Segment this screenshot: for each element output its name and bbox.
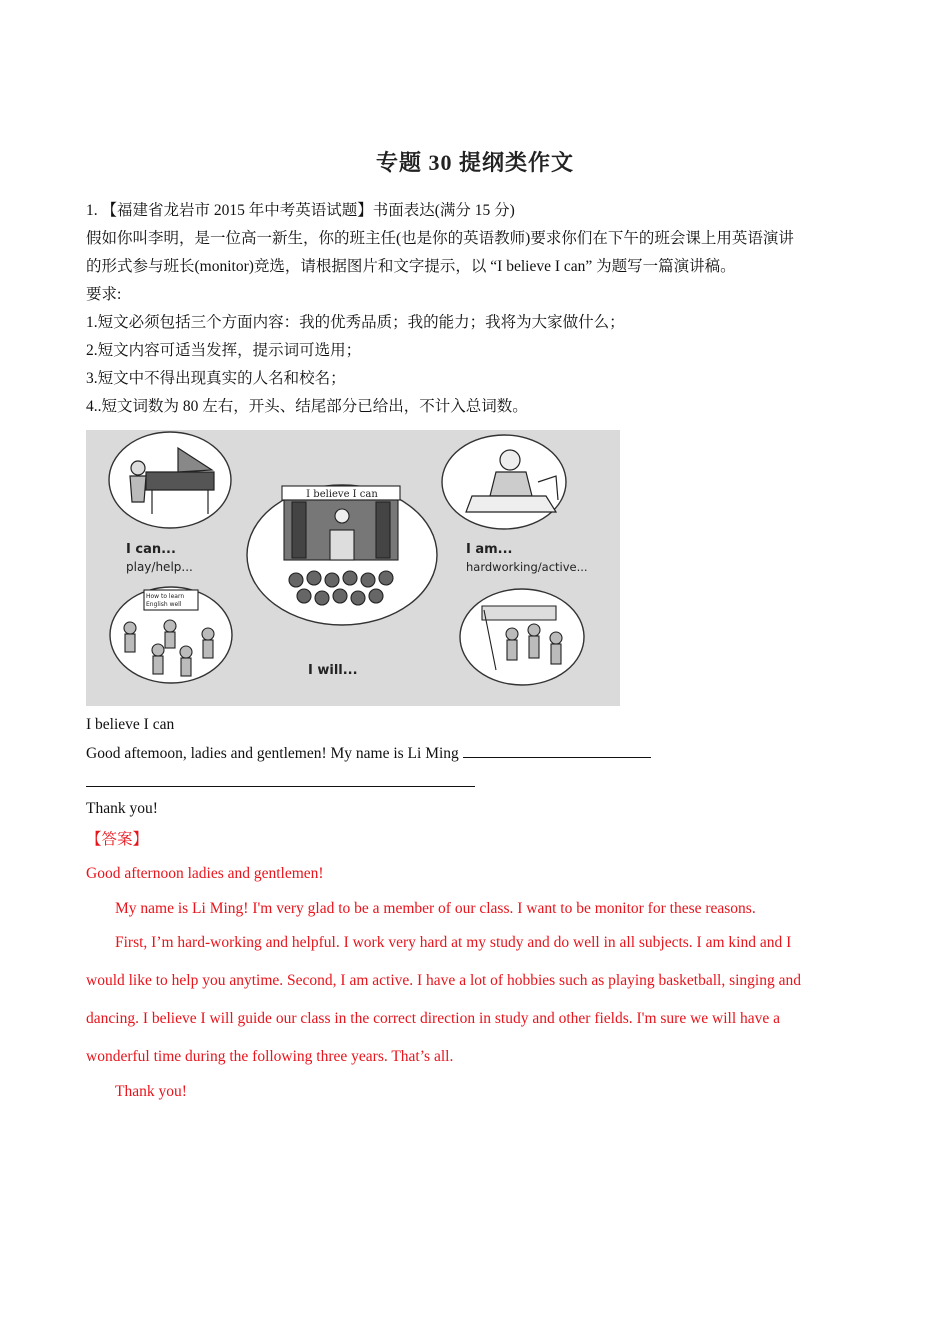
hint-can: play/help...: [126, 560, 193, 574]
answer-paragraph-line: First, I’m hard-working and helpful. I work very hard at my study and do well in all subjects. I am kind and I: [115, 934, 792, 951]
prompt-line: 的形式参与班长(monitor)竞选，请根据图片和文字提示，以 “I believe I can” 为题写一篇演讲稿。: [86, 258, 736, 275]
essay-closing: Thank you!: [86, 800, 158, 817]
essay-title: I believe I can: [86, 716, 175, 733]
requirement-item: 3.短文中不得出现真实的人名和校名；: [86, 370, 346, 387]
question-heading: 1. 【福建省龙岩市 2015 年中考英语试题】书面表达(满分 15 分): [86, 202, 515, 219]
requirement-item: 1.短文必须包括三个方面内容：我的优秀品质；我的能力；我将为大家做什么；: [86, 314, 625, 331]
essay-opening: Good aftemoon, ladies and gentlemen! My name is Li Ming: [86, 745, 459, 762]
label-can: I can...: [126, 542, 176, 557]
requirement-item: 4..短文词数为 80 左右，开头、结尾部分已给出，不计入总词数。: [86, 398, 528, 415]
center-caption: I believe I can: [306, 489, 378, 500]
prompt-illustration: [86, 430, 620, 706]
page-title: 专题 30 提纲类作文: [375, 150, 574, 175]
answer-thanks: Thank you!: [115, 1083, 187, 1100]
answer-paragraph-line: dancing. I believe I will guide our class in the correct direction in study and other fields. I'm sure we will have a: [86, 1010, 781, 1027]
requirement-item: 2.短文内容可适当发挥，提示词可选用；: [86, 342, 362, 359]
hint-am: hardworking/active...: [466, 560, 588, 574]
board-text: English well: [146, 601, 182, 608]
label-will: I will...: [308, 663, 358, 678]
answer-paragraph-line: wonderful time during the following three years. That’s all.: [86, 1048, 454, 1065]
requirements-label: 要求:: [86, 286, 122, 303]
board-text: How to learn: [146, 593, 185, 600]
answer-paragraph: My name is Li Ming! I'm very glad to be a member of our class. I want to be monitor for these reasons.: [115, 900, 756, 917]
answer-label: 【答案】: [86, 831, 149, 848]
answer-blank-line: [86, 786, 475, 787]
answer-paragraph-line: would like to help you anytime. Second, I am active. I have a lot of hobbies such as playing basketball, singing and: [86, 972, 801, 989]
answer-blank: [463, 743, 651, 758]
label-am: I am...: [466, 542, 513, 557]
prompt-line: 假如你叫李明，是一位高一新生，你的班主任(也是你的英语教师)要求你们在下午的班会课上用英语演讲: [86, 230, 794, 247]
essay-opening-line: [86, 743, 651, 764]
answer-greeting: Good afternoon ladies and gentlemen!: [86, 865, 324, 882]
